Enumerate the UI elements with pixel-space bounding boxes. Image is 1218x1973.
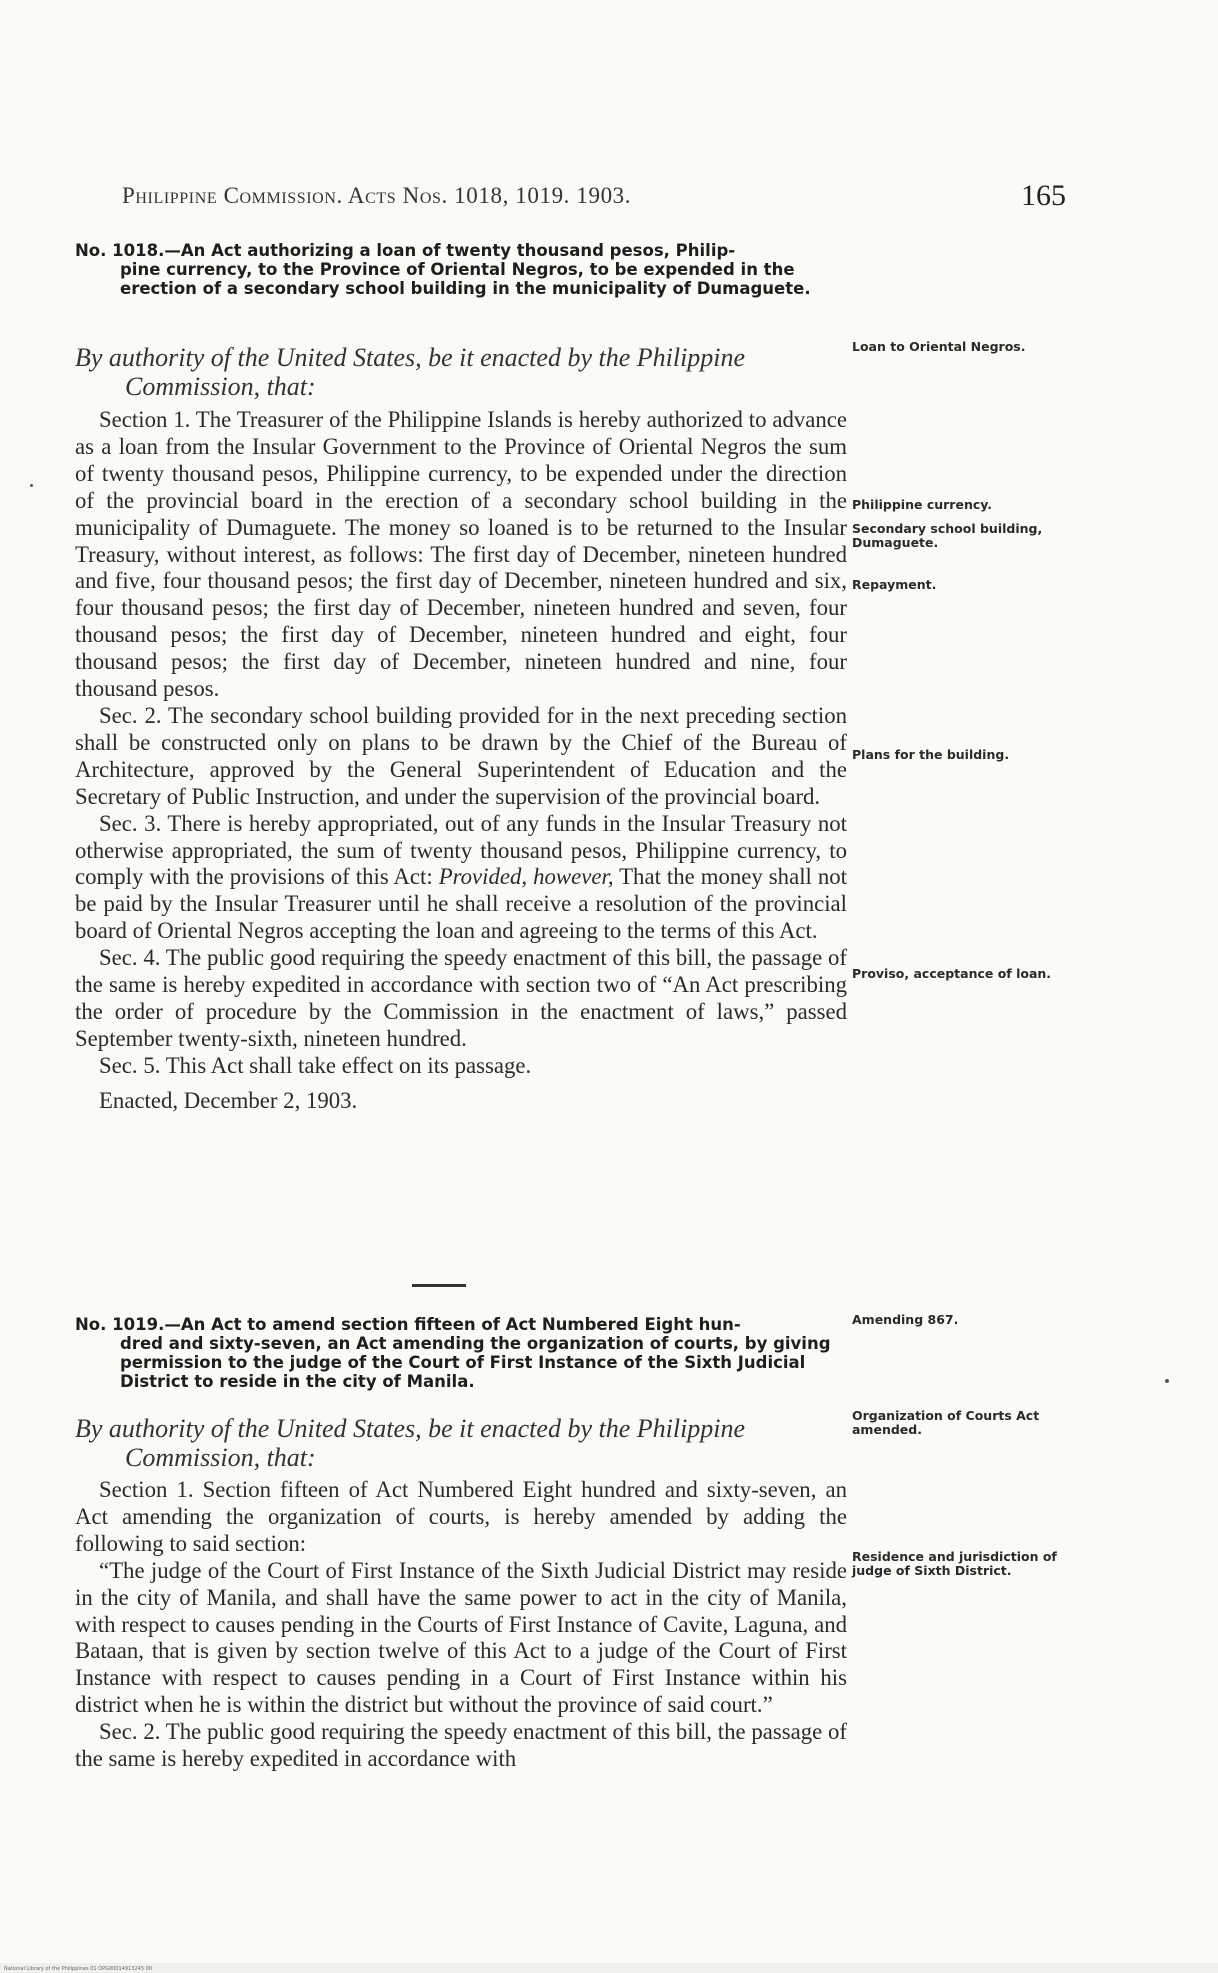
- margin-note-currency: Philippine currency.: [852, 497, 992, 512]
- margin-note-residence: Residence and jurisdiction of judge of Sixth District.: [852, 1549, 1057, 1578]
- page-number: 165: [1021, 179, 1066, 212]
- act-1018-section-1: Section 1. The Treasurer of the Philippine Islands is hereby authorized to advance as a loan from the Insular Government to the Province of Oriental Negros the sum of twenty thousand pesos, Philippine currency, to be expended under the direction of the provincial board in the erection of a secondary school building in the municipality of Dumaguete. The money so loaned is to be returned to the Insular Treasury, without interest, as follows: The first day of December, nineteen hundred and five, four thousand pesos; the first day of December, nineteen hundred and six, four thousand pesos; the first day of December, nineteen hundred and seven, four thousand pesos; the first day of December, nineteen hundred and eight, four thousand pesos; the first day of December, nineteen hundred and nine, four thousand pesos.: [75, 407, 847, 702]
- margin-note-organization: Organization of Courts Act amended.: [852, 1408, 1040, 1437]
- act-1019-preamble: [75, 1414, 855, 1472]
- section-divider: [412, 1284, 466, 1287]
- act-1019-section-1: Section 1. Section fifteen of Act Numbered Eight hundred and sixty-seven, an Act amending the organization of courts, is hereby amended by adding the following to said section:: [75, 1477, 847, 1556]
- act-1019-preamble-line2: Commission, that:: [125, 1443, 316, 1472]
- margin-note-proviso: Proviso, acceptance of loan.: [852, 966, 1052, 981]
- act-1018-heading-line1: No. 1018.—An Act authorizing a loan of twenty thousand pesos, Philip-: [75, 241, 736, 260]
- act-1018-heading-rest: pine currency, to the Province of Oriental Negros, to be expended in the erection of a secondary school building in the municipality of Dumaguete.: [120, 260, 811, 298]
- act-1018-body: [75, 407, 847, 1115]
- act-1018-enacted: Enacted, December 2, 1903.: [99, 1087, 358, 1113]
- margin-note-amending: Amending 867.: [852, 1312, 959, 1327]
- library-stamp: National Library of the Philippines 01 OPG00014913245 00: [4, 1966, 152, 1972]
- act-1019-heading-rest: dred and sixty-seven, an Act amending the organization of courts, by giving permission to the judge of the Court of First Instance of the Sixth Judicial District to reside in the city of Manila.: [120, 1334, 831, 1391]
- act-1019-heading-line1: No. 1019.—An Act to amend section fifteen of Act Numbered Eight hun-: [75, 1315, 741, 1334]
- proviso-italic: Provided, however,: [438, 864, 614, 890]
- margin-note-repayment: Repayment.: [852, 577, 937, 592]
- scan-footer: [0, 1963, 1218, 1973]
- act-1018-heading: [75, 241, 850, 298]
- act-1018-section-4: Sec. 4. The public good requiring the speedy enactment of this bill, the passage of the same is hereby expedited in accordance with section two of “An Act prescribing the order of procedure by the Commission in the enactment of laws,” passed September twenty-sixth, nineteen hundred.: [75, 945, 847, 1051]
- act-1018-preamble: [75, 343, 855, 401]
- act-1018-preamble-line1: By authority of the United States, be it enacted by the Philippine: [75, 343, 746, 372]
- act-1018-section-2: Sec. 2. The secondary school building provided for in the next preceding section shall be constructed only on plans to be drawn by the Chief of the Bureau of Architecture, approved by the General Superintendent of Education and the Secretary of Public Instruction, and under the supervision of the provincial board.: [75, 702, 847, 809]
- margin-note-plans: Plans for the building.: [852, 747, 1010, 762]
- margin-note-school: Secondary school building, Dumaguete.: [852, 521, 1043, 550]
- act-1019-preamble-line1: By authority of the United States, be it enacted by the Philippine: [75, 1414, 746, 1443]
- act-1019-heading: [75, 1315, 850, 1391]
- act-1018-section-3: Sec. 3. There is hereby appropriated, out of any funds in the Insular Treasury not otherwise appropriated, the sum of twenty thousand pesos, Philippine currency, to comply with the provisions of this Act: Provided, however, That the money shall not be paid by the Insular Treasurer until he shall receive a resolution of the provincial board of Oriental Negros accepting the loan and agreeing to the terms of this Act.: [75, 810, 847, 944]
- scan-speck: [30, 484, 33, 487]
- margin-note-loan: Loan to Oriental Negros.: [852, 339, 1026, 354]
- act-1019-quoted-amendment: “The judge of the Court of First Instance of the Sixth Judicial District may reside in the city of Manila, and shall have the same power to act in the city of Manila, with respect to causes pending in the Courts of First Instance of Cavite, Laguna, and Bataan, that is given by section twelve of this Act to a judge of the Court of First Instance with respect to causes pending in a Court of First Instance within his district when he is within the district but without the province of said court.”: [75, 1557, 847, 1718]
- act-1019-section-2: Sec. 2. The public good requiring the speedy enactment of this bill, the passage of the same is hereby expedited in accordance with: [75, 1719, 847, 1772]
- act-1019-body: [75, 1477, 847, 1773]
- scan-speck: [1165, 1379, 1169, 1383]
- running-title: Philippine Commission. Acts Nos. 1018, 1019. 1903.: [122, 183, 632, 208]
- act-1018-preamble-line2: Commission, that:: [125, 372, 316, 401]
- page-header: [122, 179, 1066, 217]
- act-1018-section-5: Sec. 5. This Act shall take effect on its passage.: [99, 1052, 532, 1078]
